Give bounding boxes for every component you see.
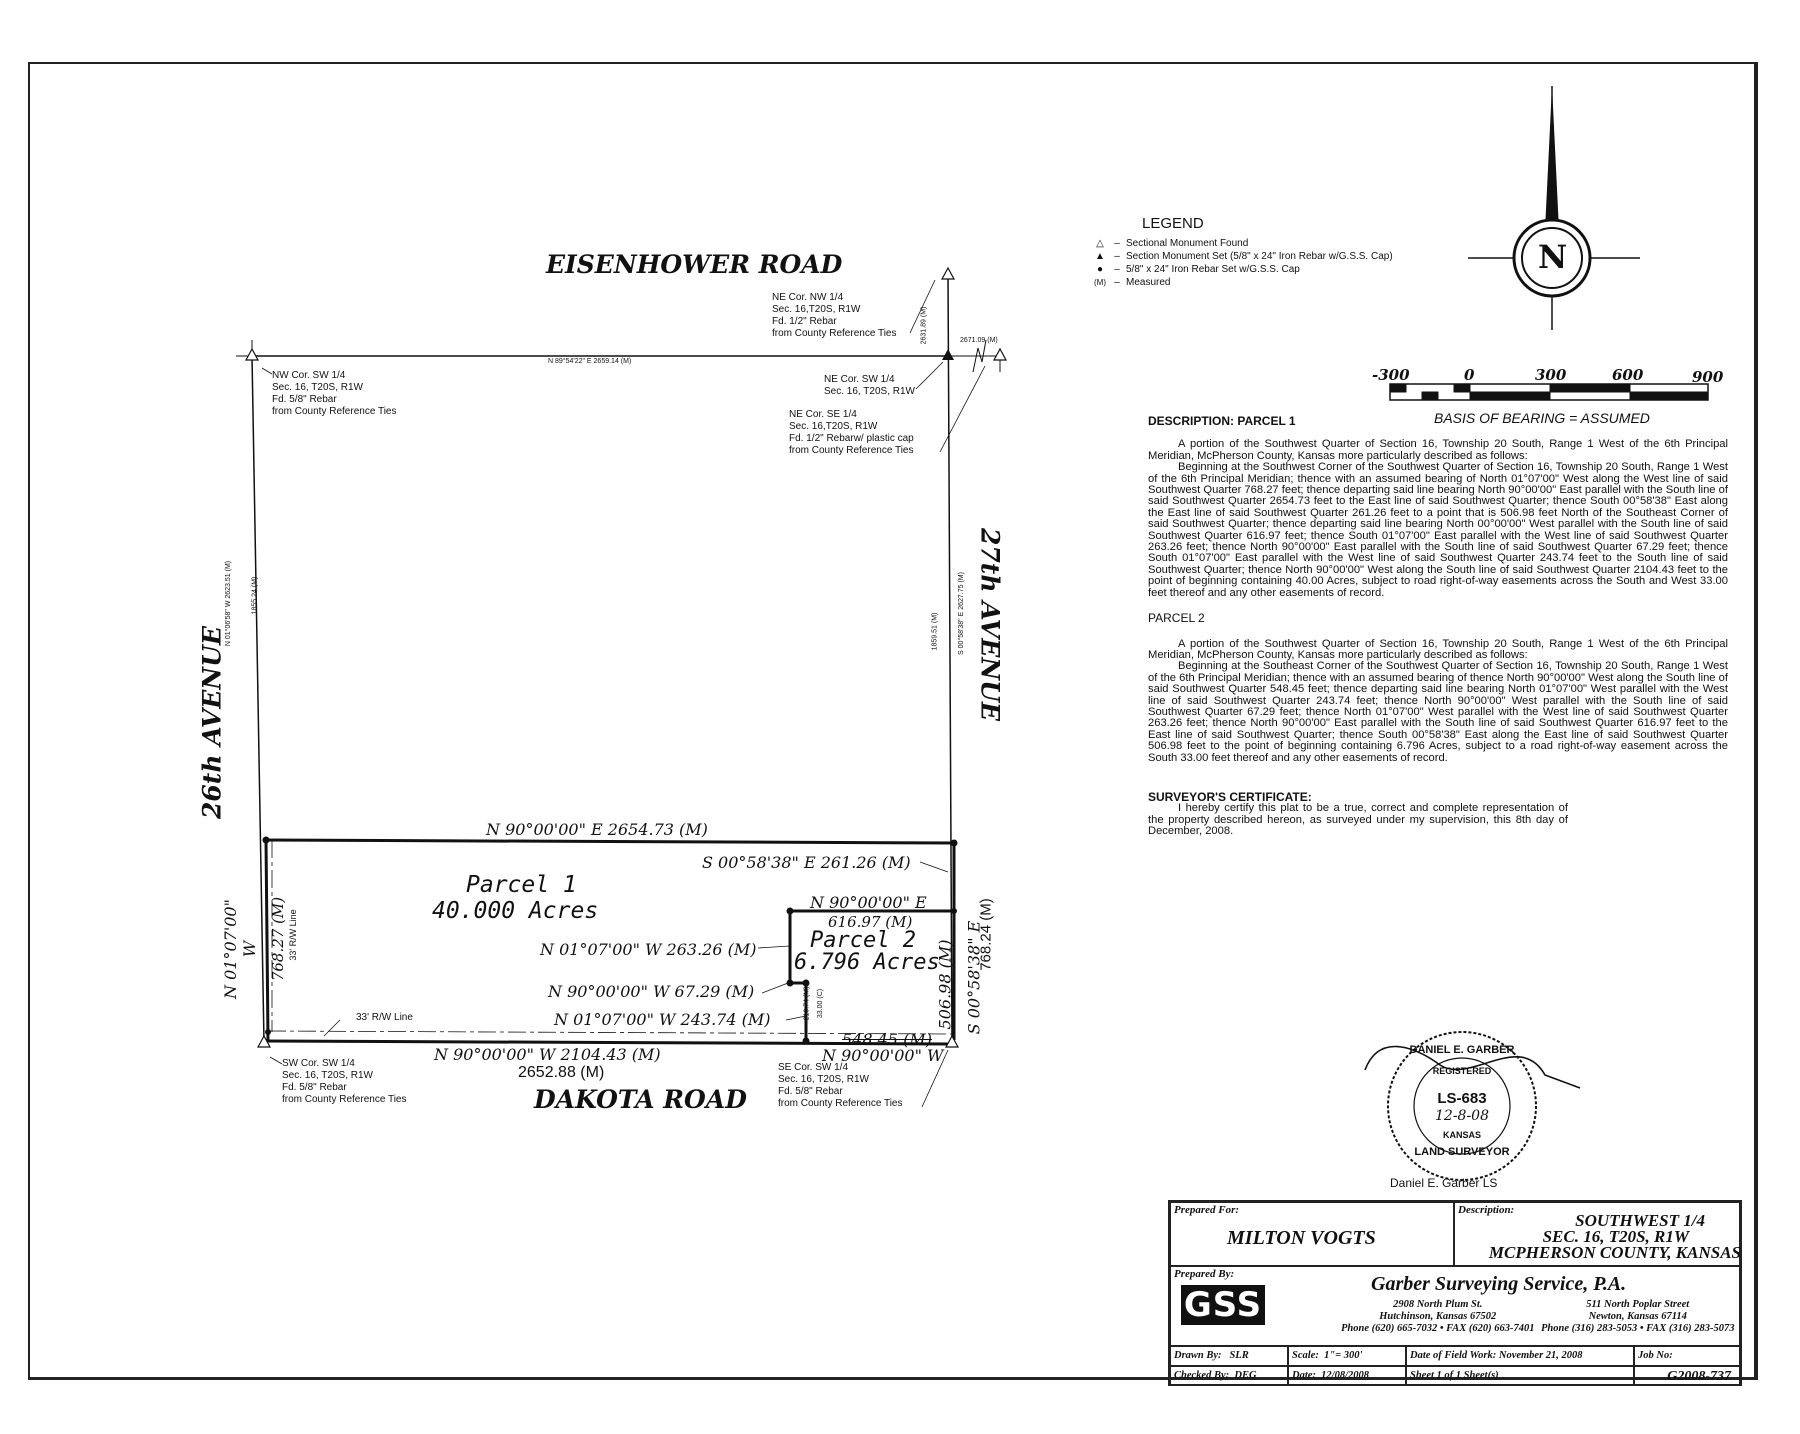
dim-p2-south-brg: N 90°00'00" W — [822, 1046, 944, 1065]
monument-found-icon — [994, 349, 1006, 360]
rebar-set-icon — [803, 1038, 810, 1045]
dim-south-line: N 90°00'00" W 2104.43 (M) — [434, 1045, 661, 1064]
cert-heading: SURVEYOR'S CERTIFICATE: — [1148, 789, 1312, 804]
prepared-by-cell: Prepared By: GSS Garber Surveying Service, P.A. 2908 North Plum St. Hutchinson, Kansas 67502 Phone (620) 665-7032 • FAX (620) 663-7401 511 North Poplar Street Newton, Kansas 67114 Phone (316) 283-5053 • FAX (316) 283-5073 — [1170, 1266, 1740, 1346]
dim-south-total: 2652.88 (M) — [518, 1064, 605, 1081]
note-se-sw: SE Cor. SW 1/4 Sec. 16, T20S, R1W Fd. 5/8" Rebar from County Reference Ties — [778, 1062, 903, 1109]
rebar-set-icon — [951, 908, 957, 914]
dim-west-line: N 01°06'58" W 2623.51 (M) — [225, 560, 233, 647]
dim-p1-west: N 01°07'00" W — [221, 899, 259, 999]
road-east: 27th AVENUE — [975, 528, 1005, 721]
parcel1-para1: A portion of the Southwest Quarter of Section 16, Township 20 South, Range 1 West of the 6th Principal Meridian, McPherson County, Kansas more particularly described as follows: — [1148, 438, 1728, 462]
dim-p2-small2: 33.00 (C) — [817, 988, 825, 1019]
road-south: DAKOTA ROAD — [534, 1085, 747, 1114]
scale-label: 0 — [1464, 366, 1475, 384]
dim-p2-north-len: 616.97 (M) — [828, 913, 913, 931]
scale-bar — [1390, 384, 1708, 400]
dim-east-line: S 00°58'38" E 2627.75 (M) — [957, 572, 965, 655]
rebar-set-icon — [787, 980, 794, 987]
dim-p2-w2: N 01°07'00" W 243.74 (M) — [554, 1010, 771, 1029]
east-section-line — [948, 275, 952, 1043]
legend-item: △ – Sectional Monument Found — [1092, 237, 1393, 250]
legend-item: ● – 5/8" x 24" Iron Rebar Set w/G.S.S. Cap — [1092, 263, 1393, 276]
signer-name: Daniel E. Garber LS — [1390, 1176, 1498, 1190]
dim-east-line2: 1859.51 (M) — [931, 612, 939, 651]
legend-title: LEGEND — [1142, 215, 1204, 232]
parcel2-area: 6.796 Acres — [794, 950, 940, 975]
parcel1-west-line — [266, 840, 268, 1040]
dim-p2-south: 548.45 (M) — [842, 1030, 932, 1049]
dim-p2-w1: N 01°07'00" W 263.26 (M) — [540, 940, 757, 959]
job-number: G2008-737 — [1634, 1366, 1740, 1386]
parcel2-para2: Beginning at the Southeast Corner of the Southwest Quarter of Section 16, Township 20 South, Range 1 West of the 6th Principal Meridian; thence with an assumed bearing of thence North 90°00'00" West along the South line of said Southwest Quarter 548.45 feet; thence departing said line bearing North 01°07'00" West parallel with the West line of said Southwest Quarter 243.74 feet; thence North 90°00'00" West parallel with the South line of said Southwest Quarter 67.29 feet; thence North 01°07'00" West parallel with the West line of said Southwest Quarter 263.26 feet; thence North 90°00'00" East parallel with the South line of said Southwest Quarter 616.97 feet to the East line of said Southwest Quarter; thence South 00°58'38" East along the East line of said Southwest Quarter 506.98 feet to the point of beginning containing 6.796 Acres, subject to a road right-of-way easement across the South 33.00 feet thereof and any other easements of record. — [1148, 660, 1728, 764]
prepared-for-cell: Prepared For: MILTON VOGTS — [1170, 1202, 1454, 1266]
monument-found-icon — [246, 349, 258, 360]
seal-number: LS-683 — [1437, 1090, 1487, 1107]
legend — [1092, 215, 1393, 289]
rebar-set-icon — [265, 1029, 271, 1035]
monument-set-icon — [942, 349, 954, 360]
north-letter: N — [1538, 238, 1568, 276]
cert-text: I hereby certify this plat to be a true, correct and complete representation of the property described hereon, as surveyed under my supervision, this 8th day of December, 2008. — [1148, 802, 1568, 838]
parcel1-para2: Beginning at the Southwest Corner of the Southwest Quarter of Section 16, Township 20 South, Range 1 West of the 6th Principal Meridian; thence with an assumed bearing of North 01°07'00" West along the West line of said Southwest Quarter 768.27 feet; thence departing said line bearing North 90°00'00" East parallel with the South line of said Southwest Quarter 2654.73 feet to the East line of said Southwest Quarter; thence South 00°58'38" East along the East line of said Southwest Quarter 261.26 feet to a point that is 506.98 feet North of the Southeast Corner of said Southwest Quarter; thence departing said line bearing North 00°00'00" West parallel with the South line of said Southwest Quarter 616.97 feet; thence South 01°07'00" East parallel with the West line of said Southwest Quarter 263.26 feet; thence North 90°00'00" East parallel with the South line of said Southwest Quarter 67.29 feet; thence South 01°07'00" East parallel with the West line of said Southwest Quarter 243.74 feet to the South line of said Southwest Quarter; thence North 90°00'00" West along the South line of said Southwest Quarter 2104.43 feet to the point of beginning containing 40.00 Acres, subject to road right-of-way easements across the South and West 33.00 feet thereof and any other easements of record. — [1148, 461, 1728, 599]
monument-found-icon — [942, 268, 954, 279]
dim-p2-s1: N 90°00'00" W 67.29 (M) — [548, 982, 755, 1001]
note-ne-nw: NE Cor. NW 1/4 Sec. 16,T20S, R1W Fd. 1/2" Rebar from County Reference Ties — [772, 292, 897, 339]
dim-p1-west-len: 768.27 (M) — [269, 896, 287, 982]
legend-item: ▲ – Section Monument Set (5/8" x 24" Iron Rebar w/G.S.S. Cap) — [1092, 250, 1393, 263]
road-west: 26th AVENUE — [197, 626, 227, 819]
dim-p2-small1: 210.74 (M) — [803, 986, 811, 1021]
company-name: Garber Surveying Service, P.A. — [1371, 1273, 1627, 1295]
rw-south: 33' R/W Line — [356, 1012, 413, 1023]
parcel2-para1: A portion of the Southwest Quarter of Section 16, Township 20 South, Range 1 West of the 6th Principal Meridian, McPherson County, Kansas more particularly described as follows: — [1148, 637, 1728, 661]
scale-label: 600 — [1612, 366, 1644, 384]
note-ne-sw: NE Cor. SW 1/4 Sec. 16, T20S, R1W — [824, 374, 915, 397]
note-sw-sw: SW Cor. SW 1/4 Sec. 16, T20S, R1W Fd. 5/8" Rebar from County Reference Ties — [282, 1058, 407, 1105]
dim-p2-north-brg: N 90°00'00" E — [810, 893, 927, 912]
scale-label: 900 — [1692, 368, 1724, 386]
parcel1-name: Parcel 1 — [466, 872, 577, 898]
dim-p1-north: N 90°00'00" E 2654.73 (M) — [486, 820, 708, 839]
parcel1-north-line — [264, 840, 954, 843]
rebar-set-icon — [263, 837, 270, 844]
road-north: EISENHOWER ROAD — [546, 250, 843, 279]
dim-p2-east-len: 506.98 (M) — [935, 939, 955, 1030]
triangle-outline-icon: △ — [1096, 238, 1104, 249]
scale-label: 300 — [1535, 366, 1567, 384]
note-ne-se: NE Cor. SE 1/4 Sec. 16,T20S, R1W Fd. 1/2" Rebarw/ plastic cap from County Reference Ties — [789, 409, 914, 456]
seal-bottom: LAND SURVEYOR — [1414, 1146, 1510, 1158]
dim-east-brg: S 00°58'38" E — [964, 920, 984, 1035]
note-nw-sw: NW Cor. SW 1/4 Sec. 16, T20S, R1W Fd. 5/8" Rebar from County Reference Ties — [272, 370, 397, 417]
parcel2-heading: PARCEL 2 — [1148, 611, 1205, 626]
seal-name: DANIEL E. GARBER — [1409, 1044, 1515, 1056]
dim-west-line2: 1855.24 (M) — [251, 576, 259, 615]
triangle-filled-icon: ▲ — [1095, 251, 1105, 262]
dim-east-tie: 2671.09 (M) — [960, 337, 998, 344]
description — [1148, 416, 1728, 838]
dim-p1-east: S 00°58'38" E 261.26 (M) — [702, 853, 911, 872]
client-name: MILTON VOGTS — [1227, 1227, 1376, 1249]
scale-label: -300 — [1372, 366, 1410, 384]
rebar-set-icon — [951, 840, 958, 847]
company-logo: GSS — [1181, 1285, 1265, 1325]
rebar-set-icon — [787, 908, 794, 915]
dim-east-short: 2631.89 (M) — [920, 306, 928, 345]
rebar-set-icon — [803, 980, 810, 987]
circle-filled-icon: ● — [1096, 264, 1104, 275]
parcel2-name: Parcel 2 — [810, 928, 916, 953]
seal-date: 12-8-08 — [1435, 1108, 1489, 1124]
dim-north-line: N 89°54'22" E 2659.14 (M) — [548, 358, 632, 365]
parcel1-heading: DESCRIPTION: PARCEL 1 — [1148, 414, 1296, 428]
dim-east-total: 768.24 (M) — [977, 898, 995, 971]
title-block: Prepared For: MILTON VOGTS Description: SOUTHWEST 1/4 SEC. 16, T20S, R1W MCPHERSON COUNTY, KANSAS Prepared By: GSS Garber Surveying Service, P.A. 2908 North Plum St. Hutchinson, Kansas 67502 Phone (620) 665-7032 • FAX (620) 663-7401 511 North Poplar Street Newton, Kansas 67114 Phone (316) 283-5053 • FAX (316) 283-5073 Drawn By: SLR Scale: 1"= 300' Date of Field Work: November 21, 2008 Job No: Checked By: DEG Date: 12/08/2008 Sheet 1 of 1 Sheet(s) G2008-737 — [1168, 1200, 1742, 1386]
seal-state: KANSAS — [1442, 1130, 1481, 1140]
rw-west: 33' R/W Line — [288, 909, 298, 961]
parcel1-area: 40.000 Acres — [432, 898, 599, 924]
seal-registered: REGISTERED — [1432, 1066, 1492, 1076]
description-cell: Description: SOUTHWEST 1/4 SEC. 16, T20S, R1W MCPHERSON COUNTY, KANSAS — [1454, 1202, 1740, 1266]
legend-item: (M) – Measured — [1094, 277, 1171, 288]
north-arrow-icon — [1468, 86, 1640, 330]
basis-of-bearing: BASIS OF BEARING = ASSUMED — [1434, 410, 1650, 426]
